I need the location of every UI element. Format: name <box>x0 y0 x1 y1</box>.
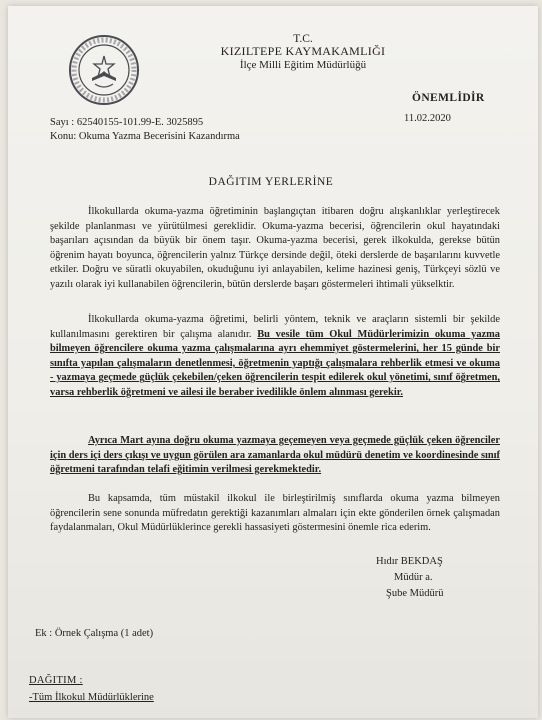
distribution-item: -Tüm İlkokul Müdürlüklerine <box>29 692 154 703</box>
paragraph-4-text: Bu kapsamda, tüm müstakil ilkokul ile birleştirilmiş sınıflarda okuma yazma bilmeyen öğrencilerin sene sonunda müfredatın gerektiği kazanımları almaları için ekte gönderilen örnek çalışmadan faydalanmaları, Okul Müdürlüklerince gerekli hassasiyeti göstermesini önemle rica ederim. <box>50 493 500 534</box>
ministry-seal-logo <box>68 34 140 106</box>
header-tc: T.C. <box>293 33 313 45</box>
paragraph-3-emphasis: Ayrıca Mart ayına doğru okuma yazmaya geçemeyen veya geçmede güçlük çeken öğrenciler için ders içi ders çıkışı ve uygun görülen ara zamanlarda okul müdürü denetim ve koordinesinde sınıf öğretmeni tarafından telafi eğitimin verilmesi gerekmektedir. <box>50 435 501 476</box>
paragraph-2-emphasis: Bu vesile tüm Okul Müdürlerimizin okuma yazma bilmeyen öğrencilere okuma yazma çalışmalarına ayrı ehemmiyet göstermelerini, her 15 günde bir sınıfta yapılan çalışmaların denetlenmesi, öğretmenin yaptığı çalışmalara rehberlik etmesi ve okuma - yazmaya geçmede güçlük çekebilen/çeken öğrencilerin tespit edilerek okul yönetimi, sınıf öğretmen, varsa rehberlik öğretmeni ve ailesi ile beraber ivedilikle önlem alınması gerekir. <box>50 328 501 398</box>
signature-department: Şube Müdürü <box>386 588 444 599</box>
paragraph-3 <box>50 434 500 478</box>
header-directorate: İlçe Milli Eğitim Müdürlüğü <box>239 59 367 71</box>
signature-title: Müdür a. <box>394 572 433 583</box>
priority-label: ÖNEMLİDİR <box>412 92 485 104</box>
attachment-line: Ek : Örnek Çalışma (1 adet) <box>35 628 154 639</box>
distribution-heading: DAĞITIM YERLERİNE <box>208 176 334 188</box>
distribution-label: DAĞITIM : <box>29 675 83 686</box>
paragraph-2-text: İlkokullarda okuma-yazma öğretimi, belirli yöntem, teknik ve araçların sistemli bir şekilde kullanılmasını gerektiren bir çalışma alanıdır. <box>50 314 500 340</box>
reference-number: Sayı : 62540155-101.99-E. 3025895 <box>50 117 204 128</box>
paragraph-1-text: İlkokullarda okuma-yazma öğretiminin başlangıçtan itibaren doğru alışkanlıklar yerleştirecek şekilde planlanması ve yürütülmesi gereklidir. Okuma-yazma becerisi, öğrencilerin okul hayatındaki başarıları açısından da büyük bir önem taşır. Okuma-yazma becerisi, gerek ilkokulda, gerekse bütün öğrenim hayatı boyunca, öğrencilerin yalnız Türkçe dersinde değil, öteki derslerde de başarılarını kuvvetle etkiler. Doğru ve süratli okuyabilen, okuduğunu iyi anlayabilen, kelime hazinesi geniş, Türkçeyi sözlü ve yazılı olarak iyi kullanabilen öğrencilerin, bütün derslerde başarı göstermeleri ihtimali yükselktir. <box>50 206 500 290</box>
document-date: 11.02.2020 <box>404 113 451 124</box>
paragraph-1 <box>50 205 500 293</box>
subject-line: Konu: Okuma Yazma Becerisini Kazandırma <box>50 131 240 142</box>
paragraph-4 <box>50 492 500 536</box>
header-kaymakamlik: KIZILTEPE KAYMAKAMLIĞI <box>220 44 386 58</box>
signature-name: Hıdır BEKDAŞ <box>376 556 443 567</box>
paragraph-2 <box>50 313 500 401</box>
